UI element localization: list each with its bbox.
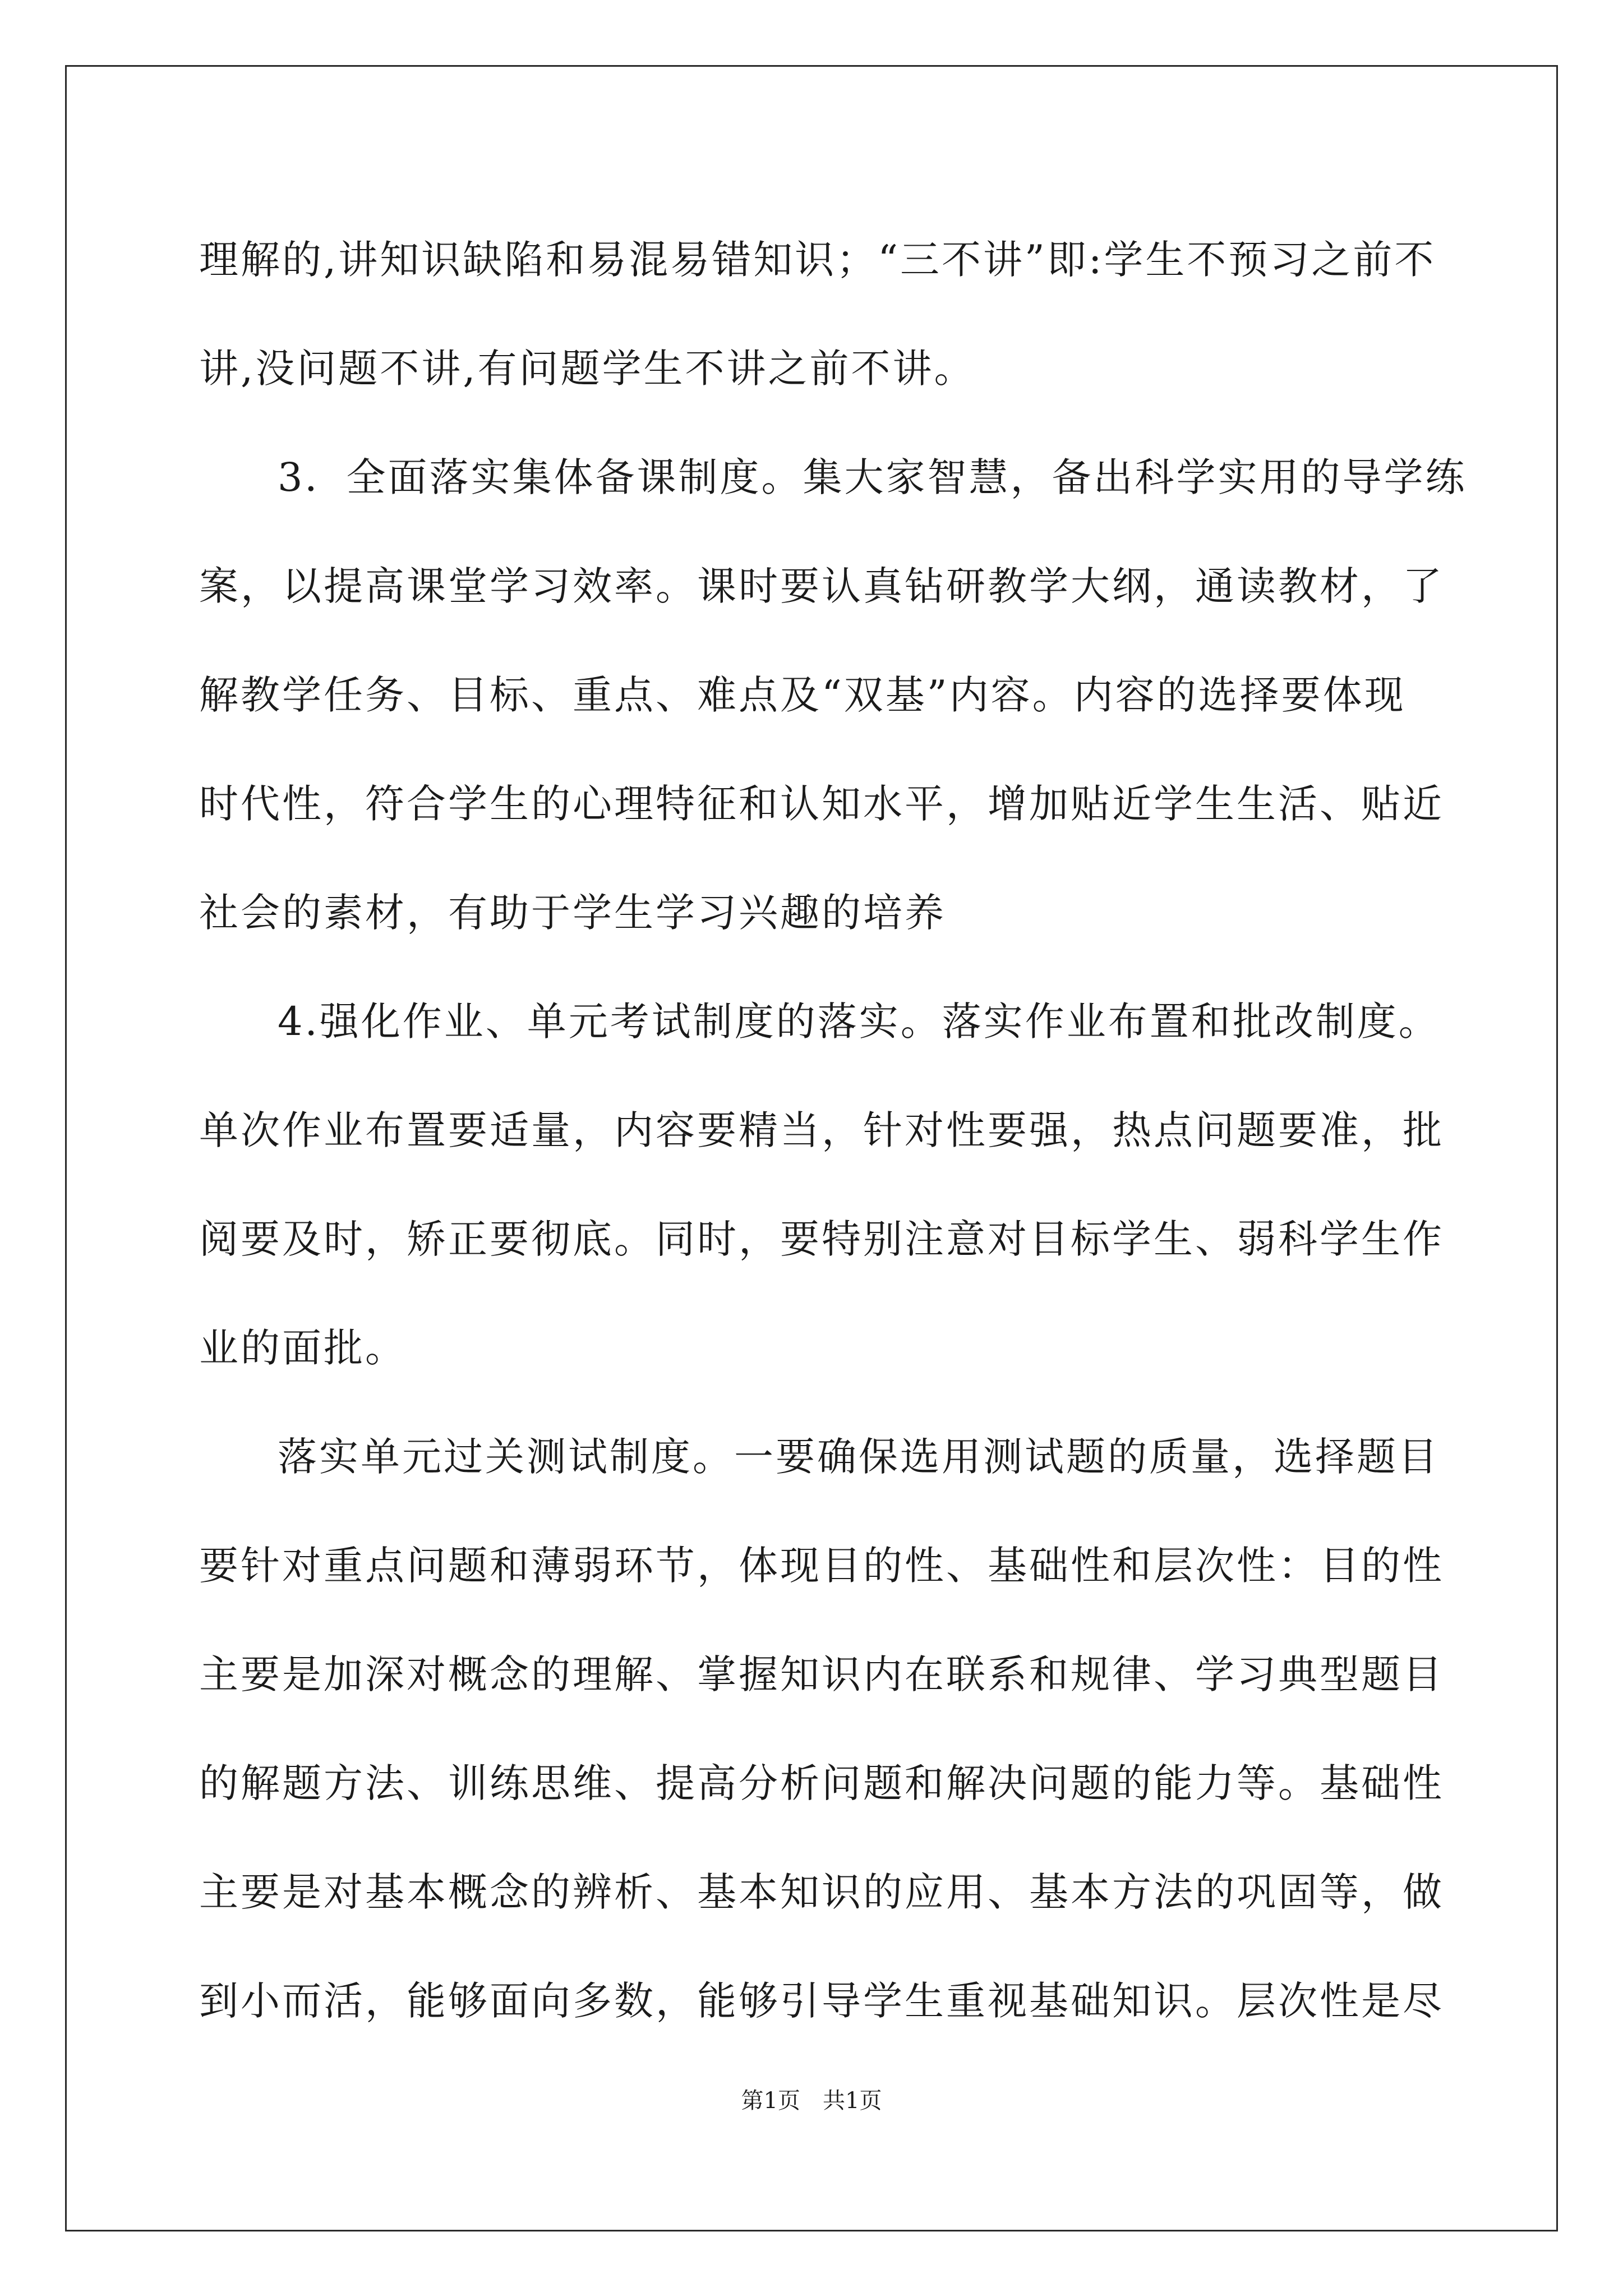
text-line-4: 案，以提高课堂学习效率。课时要认真钻研教学大纲，通读教材，了 (199, 563, 1444, 609)
text-line-2: 讲,没问题不讲,有问题学生不讲之前不讲。 (199, 346, 976, 392)
text-line-15: 的解题方法、训练思维、提高分析问题和解决问题的能力等。基础性 (199, 1760, 1444, 1806)
text-line-13: 要针对重点问题和薄弱环节，体现目的性、基础性和层次性：目的性 (199, 1543, 1444, 1589)
text-line-1: 理解的,讲知识缺陷和易混易错知识；“三不讲”即:学生不预习之前不 (199, 237, 1436, 283)
page-number: 第1页 共1页 (741, 2088, 882, 2114)
text-line-17: 到小而活，能够面向多数，能够引导学生重视基础知识。层次性是尽 (199, 1978, 1444, 2024)
text-line-8: 4.强化作业、单元考试制度的落实。落实作业布置和批改制度。 (278, 999, 1440, 1045)
text-line-14: 主要是加深对概念的理解、掌握知识内在联系和规律、学习典型题目 (199, 1651, 1444, 1697)
text-line-7: 社会的素材，有助于学生学习兴趣的培养 (199, 890, 946, 936)
text-line-10: 阅要及时，矫正要彻底。同时，要特别注意对目标学生、弱科学生作 (199, 1216, 1444, 1262)
text-line-16: 主要是对基本概念的辨析、基本知识的应用、基本方法的巩固等，做 (199, 1869, 1444, 1915)
text-line-12: 落实单元过关测试制度。一要确保选用测试题的质量，选择题目 (278, 1434, 1440, 1480)
text-line-3: 3．全面落实集体备课制度。集大家智慧，备出科学实用的导学练 (278, 454, 1467, 500)
document-body (199, 205, 1467, 2055)
text-line-6: 时代性，符合学生的心理特征和认知水平，增加贴近学生生活、贴近 (199, 781, 1444, 827)
text-line-11: 业的面批。 (199, 1325, 407, 1371)
text-line-9: 单次作业布置要适量，内容要精当，针对性要强，热点问题要准，批 (199, 1107, 1444, 1153)
text-line-5: 解教学任务、目标、重点、难点及“双基”内容。内容的选择要体现 (199, 672, 1406, 718)
